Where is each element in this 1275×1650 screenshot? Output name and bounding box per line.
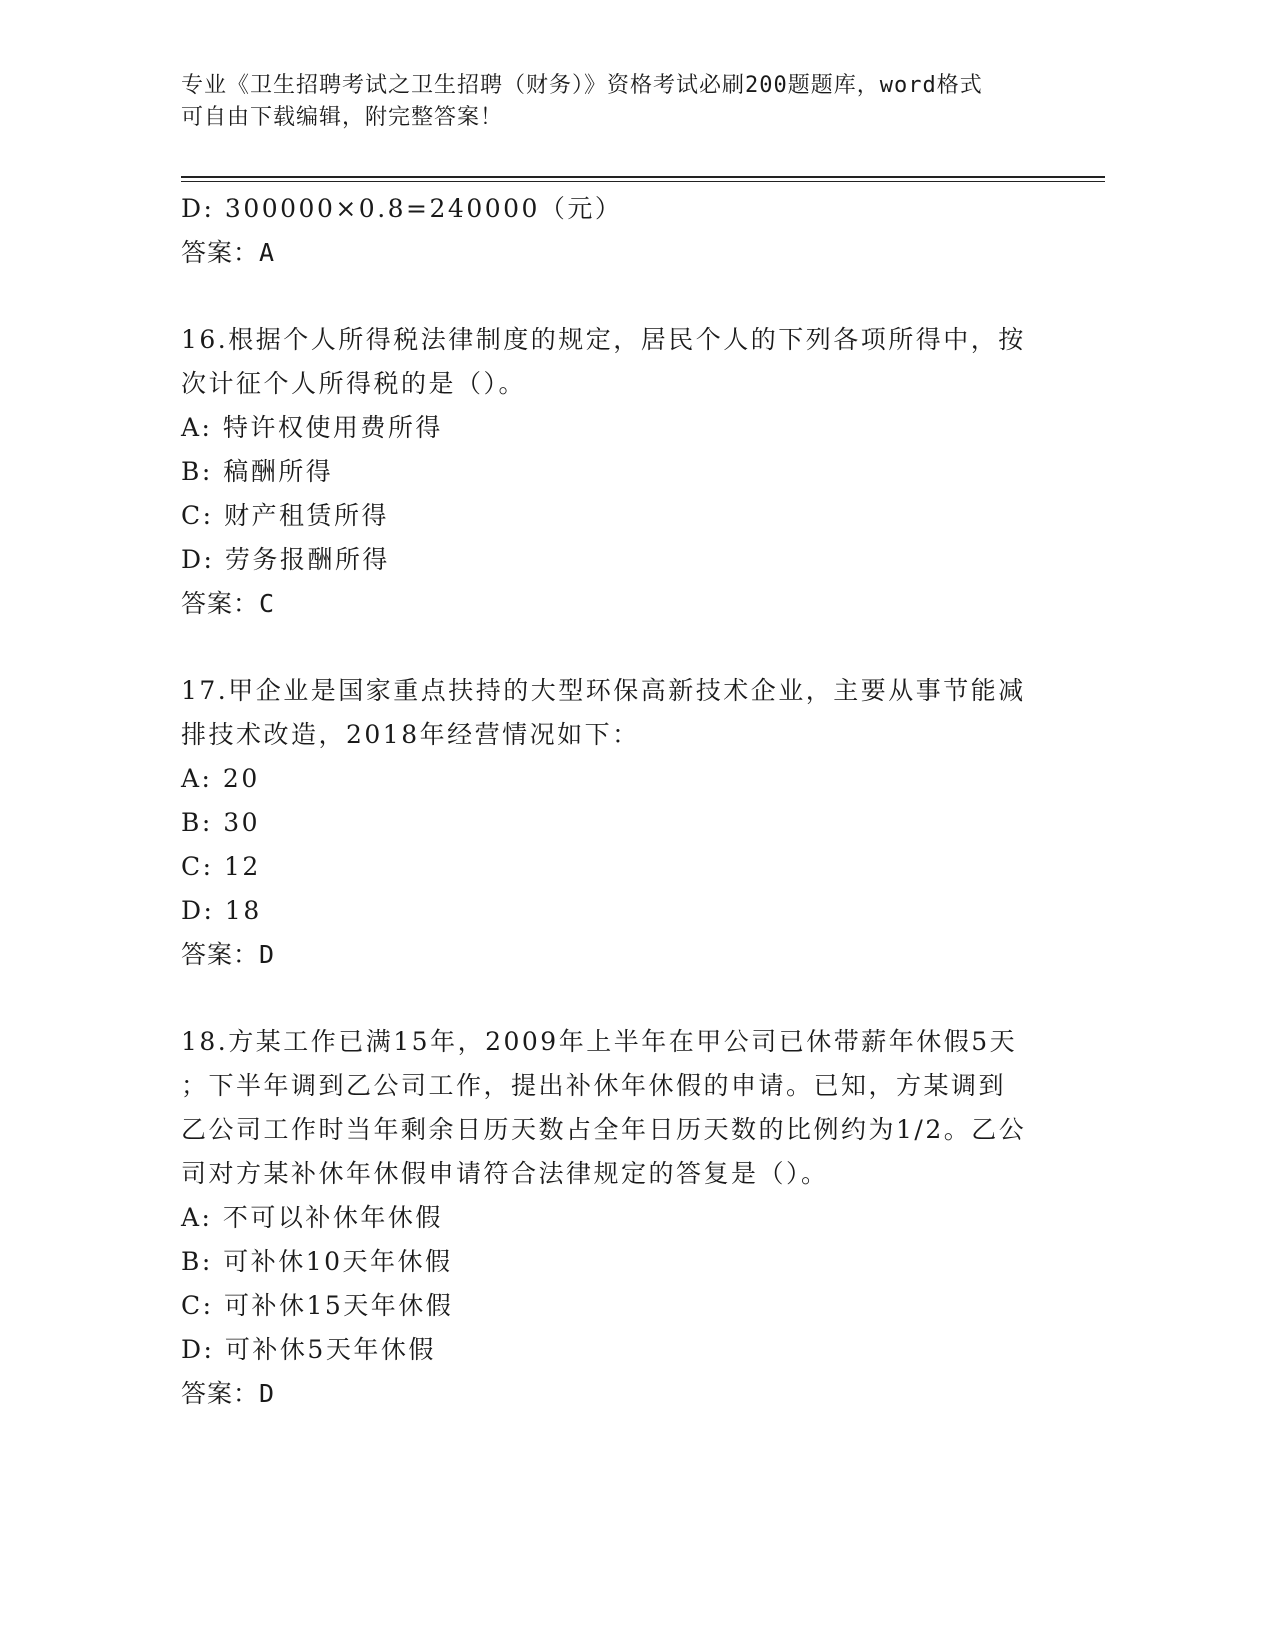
option-b: B: 稿酬所得 [181,457,334,486]
option-d: D: 劳务报酬所得 [181,545,390,574]
answer-line: 答案：A [181,238,276,267]
option-c: C: 财产租赁所得 [181,501,389,530]
option-b: B: 可补休10天年休假 [181,1247,453,1276]
previous-question-tail [181,187,1061,275]
option-a: A: 20 [181,764,260,793]
page-header [181,70,1081,134]
option-d: D: 18 [181,896,262,925]
document-body [181,187,1061,1416]
option-a: A: 不可以补休年休假 [181,1203,443,1232]
question-16 [181,318,1061,626]
option-a: A: 特许权使用费所得 [181,413,443,442]
question-stem: 乙公司工作时当年剩余日历天数占全年日历天数的比例约为1/2。乙公 [181,1115,1027,1144]
question-stem: 排技术改造，2018年经营情况如下： [181,720,640,749]
question-stem: 次计征个人所得税的是（）。 [181,369,527,398]
question-18 [181,1020,1061,1416]
answer-line: 答案：C [181,589,276,618]
spacer [181,275,1061,318]
question-stem: 17.甲企业是国家重点扶持的大型环保高新技术企业，主要从事节能减 [181,676,1026,705]
option-d: D: 300000×0.8=240000（元） [181,194,623,223]
question-stem: ；下半年调到乙公司工作，提出补休年休假的申请。已知，方某调到 [181,1071,1007,1100]
question-stem: 司对方某补休年休假申请符合法律规定的答复是（）。 [181,1159,829,1188]
option-c: C: 可补休15天年休假 [181,1291,454,1320]
header-divider [181,176,1105,178]
question-stem: 18.方某工作已满15年，2009年上半年在甲公司已休带薪年休假5天 [181,1027,1018,1056]
question-stem: 16.根据个人所得税法律制度的规定，居民个人的下列各项所得中，按 [181,325,1026,354]
header-line-1: 专业《卫生招聘考试之卫生招聘（财务）》资格考试必刷200题题库，word格式 [181,73,983,98]
option-d: D: 可补休5天年休假 [181,1335,436,1364]
header-divider-thin [181,181,1105,182]
answer-line: 答案：D [181,940,276,969]
spacer [181,626,1061,669]
header-line-2: 可自由下载编辑，附完整答案！ [181,105,504,130]
option-b: B: 30 [181,808,261,837]
answer-line: 答案：D [181,1379,276,1408]
option-c: C: 12 [181,852,261,881]
spacer [181,977,1061,1020]
question-17 [181,669,1061,977]
